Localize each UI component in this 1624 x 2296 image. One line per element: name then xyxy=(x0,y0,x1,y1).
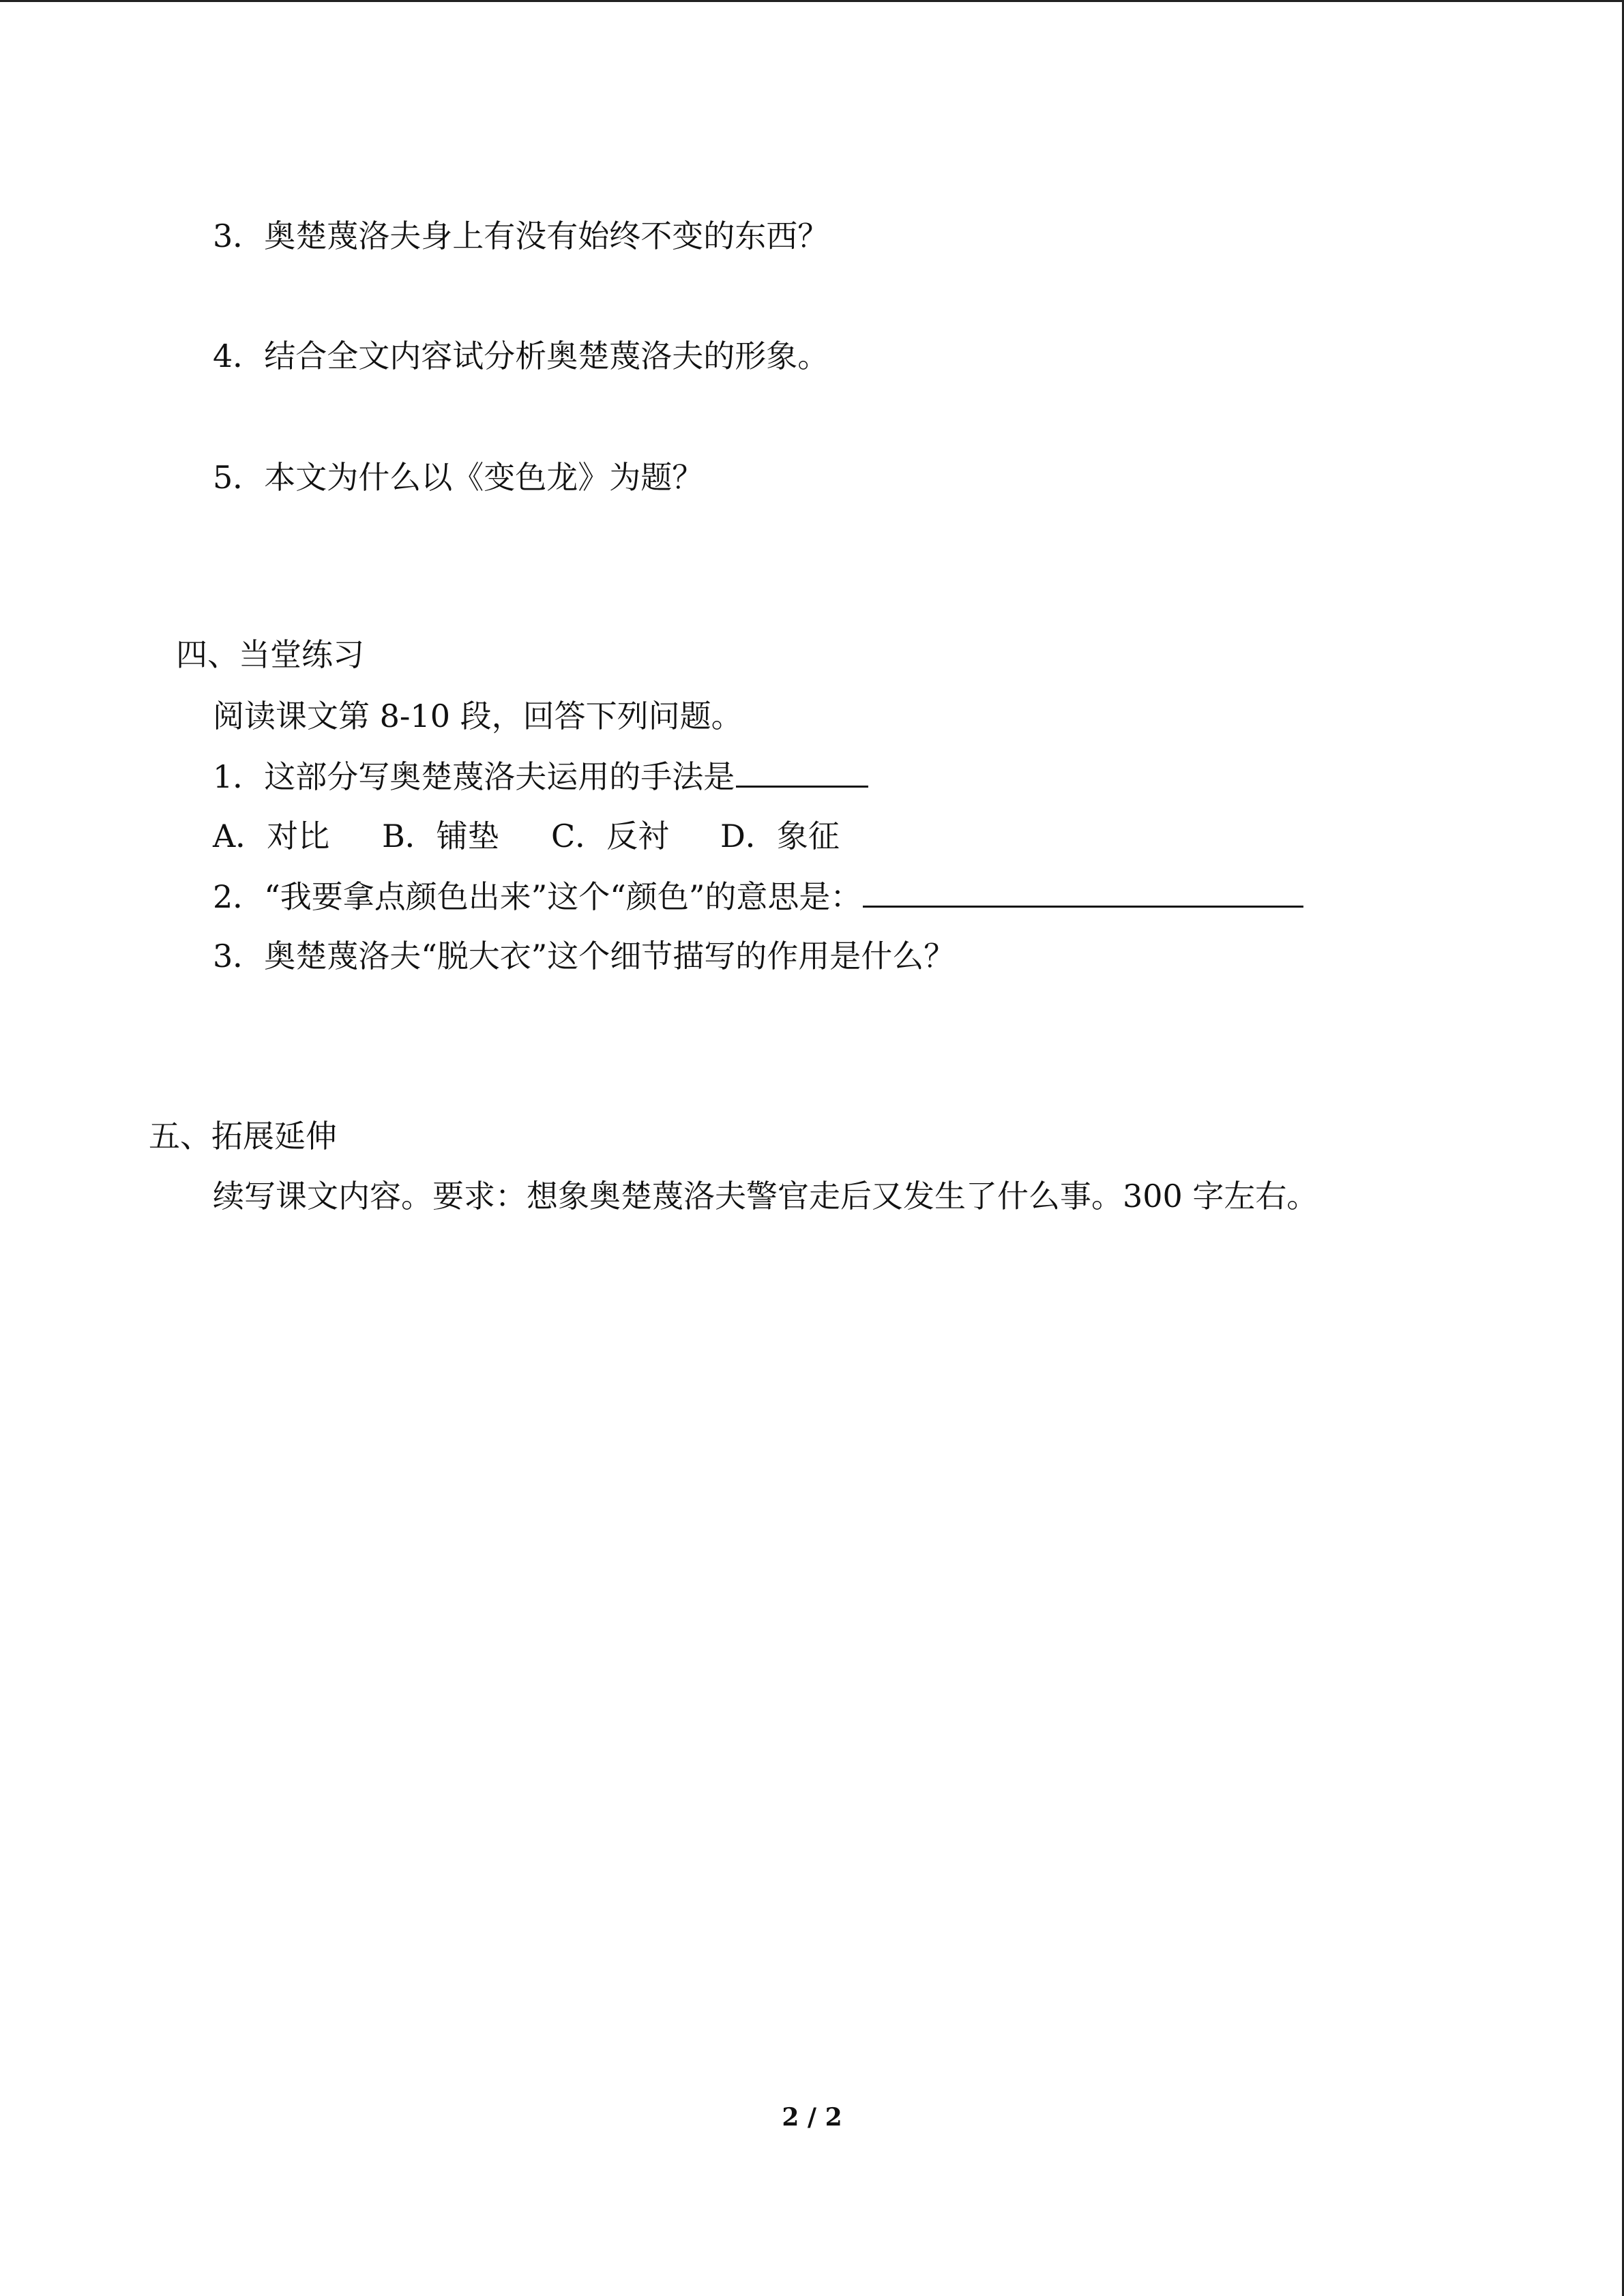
question-4: 4．结合全文内容试分析奥楚蔑洛夫的形象。 xyxy=(213,338,829,374)
practice-question-1-options xyxy=(213,816,840,856)
answer-blank-2[interactable] xyxy=(863,876,1303,908)
page-top-border xyxy=(0,0,1624,2)
answer-blank-1[interactable] xyxy=(736,756,868,788)
option-d: D．象征 xyxy=(720,818,840,854)
section-five-task: 续写课文内容。要求：想象奥楚蔑洛夫警官走后又发生了什么事。300 字左右。 xyxy=(213,1178,1318,1214)
practice-question-2-text: 2．“我要拿点颜色出来”这个“颜色”的意思是： xyxy=(213,878,862,915)
question-5: 5．本文为什么以《变色龙》为题？ xyxy=(213,459,704,496)
question-3: 3．奥楚蔑洛夫身上有没有始终不变的东西？ xyxy=(213,218,829,254)
practice-question-1 xyxy=(213,756,868,797)
option-c: C．反衬 xyxy=(551,818,670,854)
option-b: B．铺垫 xyxy=(382,818,499,854)
option-a: A．对比 xyxy=(213,818,330,854)
practice-question-3: 3．奥楚蔑洛夫“脱大衣”这个细节描写的作用是什么？ xyxy=(213,938,956,974)
section-four-intro: 阅读课文第 8-10 段，回答下列问题。 xyxy=(213,698,743,734)
page-number: 2 / 2 xyxy=(782,2103,842,2132)
practice-question-1-text: 1．这部分写奥楚蔑洛夫运用的手法是 xyxy=(213,758,735,795)
practice-question-2 xyxy=(213,876,1303,917)
section-five-title: 五、拓展延伸 xyxy=(149,1118,337,1154)
section-four-title: 四、当堂练习 xyxy=(176,636,364,673)
